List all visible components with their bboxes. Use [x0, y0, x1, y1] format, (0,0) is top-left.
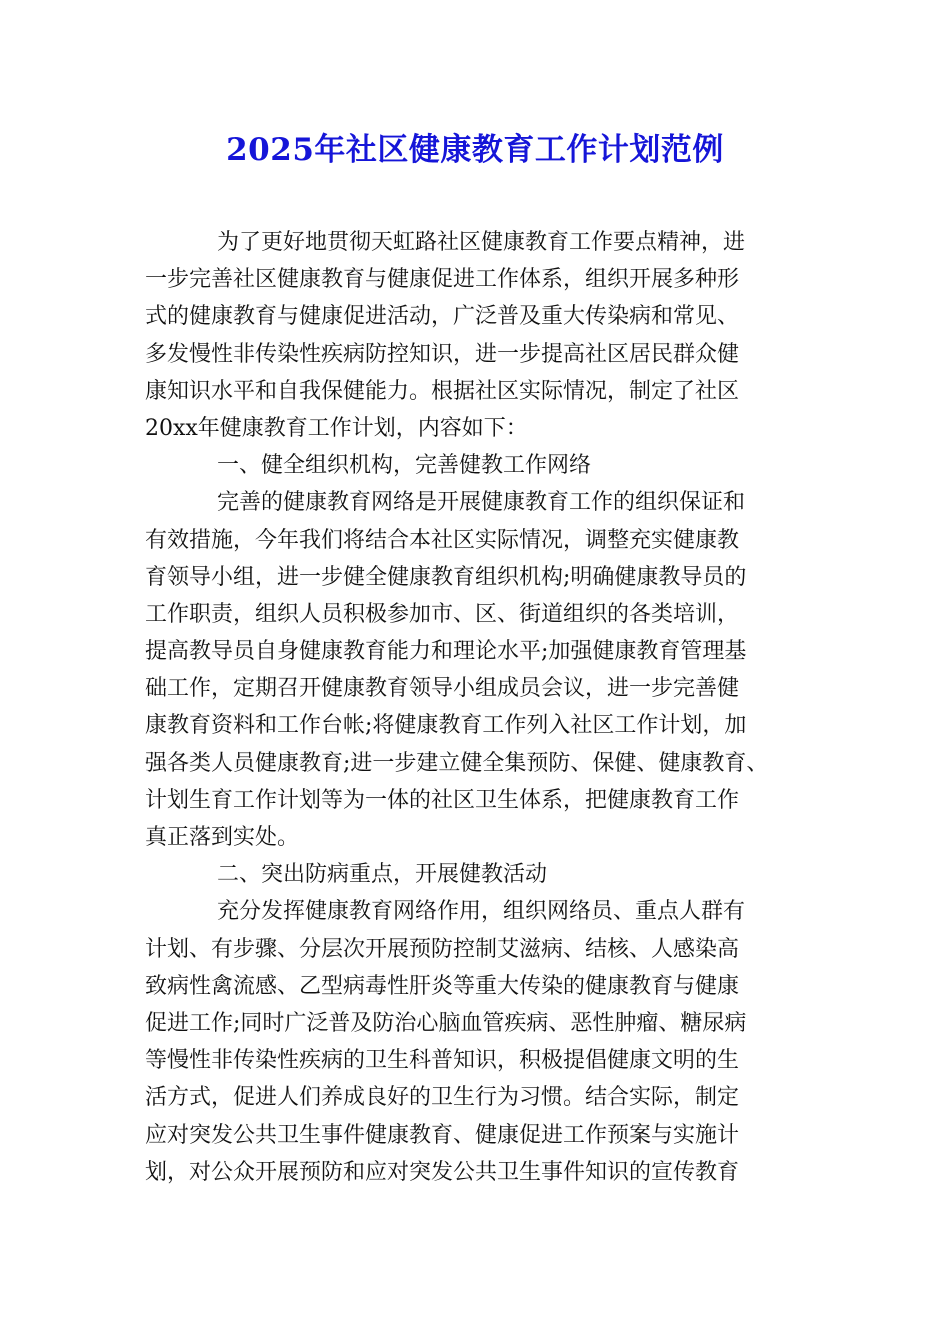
body-line: 提高教导员自身健康教育能力和理论水平;加强健康教育管理基 [145, 639, 747, 665]
body-line: 育领导小组，进一步健全健康教育组织机构;明确健康教导员的 [145, 564, 747, 590]
body-line: 式的健康教育与健康促进活动，广泛普及重大传染病和常见、 [145, 304, 740, 330]
body-line: 致病性禽流感、乙型病毒性肝炎等重大传染的健康教育与健康 [145, 973, 740, 999]
document-body [145, 224, 825, 1191]
body-line: 强各类人员健康教育;进一步建立健全集预防、保健、健康教育、 [145, 750, 769, 776]
body-line: 充分发挥健康教育网络作用，组织网络员、重点人群有 [217, 899, 746, 925]
body-line: 一、健全组织机构，完善健教工作网络 [217, 453, 592, 479]
body-line: 完善的健康教育网络是开展健康教育工作的组织保证和 [217, 490, 746, 516]
body-line: 20xx年健康教育工作计划，内容如下： [145, 415, 528, 441]
body-line: 活方式，促进人们养成良好的卫生行为习惯。结合实际，制定 [145, 1085, 740, 1111]
body-line: 等慢性非传染性疾病的卫生科普知识，积极提倡健康文明的生 [145, 1048, 740, 1074]
body-line: 应对突发公共卫生事件健康教育、健康促进工作预案与实施计 [145, 1122, 740, 1148]
body-line: 多发慢性非传染性疾病防控知识，进一步提高社区居民群众健 [145, 341, 740, 367]
body-line: 有效措施，今年我们将结合本社区实际情况，调整充实健康教 [145, 527, 740, 553]
body-line: 计划、有步骤、分层次开展预防控制艾滋病、结核、人感染高 [145, 936, 740, 962]
body-line: 划，对公众开展预防和应对突发公共卫生事件知识的宣传教育 [145, 1159, 740, 1185]
body-line: 计划生育工作计划等为一体的社区卫生体系，把健康教育工作 [145, 787, 740, 813]
body-line: 促进工作;同时广泛普及防治心脑血管疾病、恶性肿瘤、糖尿病 [145, 1010, 747, 1036]
document-title: 2025年社区健康教育工作计划范例 [226, 132, 724, 168]
body-line: 康知识水平和自我保健能力。根据社区实际情况，制定了社区 [145, 378, 740, 404]
body-line: 础工作，定期召开健康教育领导小组成员会议，进一步完善健 [145, 676, 740, 702]
body-line: 真正落到实处。 [145, 825, 300, 850]
body-line: 一步完善社区健康教育与健康促进工作体系，组织开展多种形 [145, 267, 740, 293]
body-line: 康教育资料和工作台帐;将健康教育工作列入社区工作计划，加 [145, 713, 747, 739]
body-line: 为了更好地贯彻天虹路社区健康教育工作要点精神，进 [217, 230, 746, 255]
body-line: 二、突出防病重点，开展健教活动 [217, 862, 548, 888]
body-line: 工作职责，组织人员积极参加市、区、街道组织的各类培训， [145, 601, 740, 627]
